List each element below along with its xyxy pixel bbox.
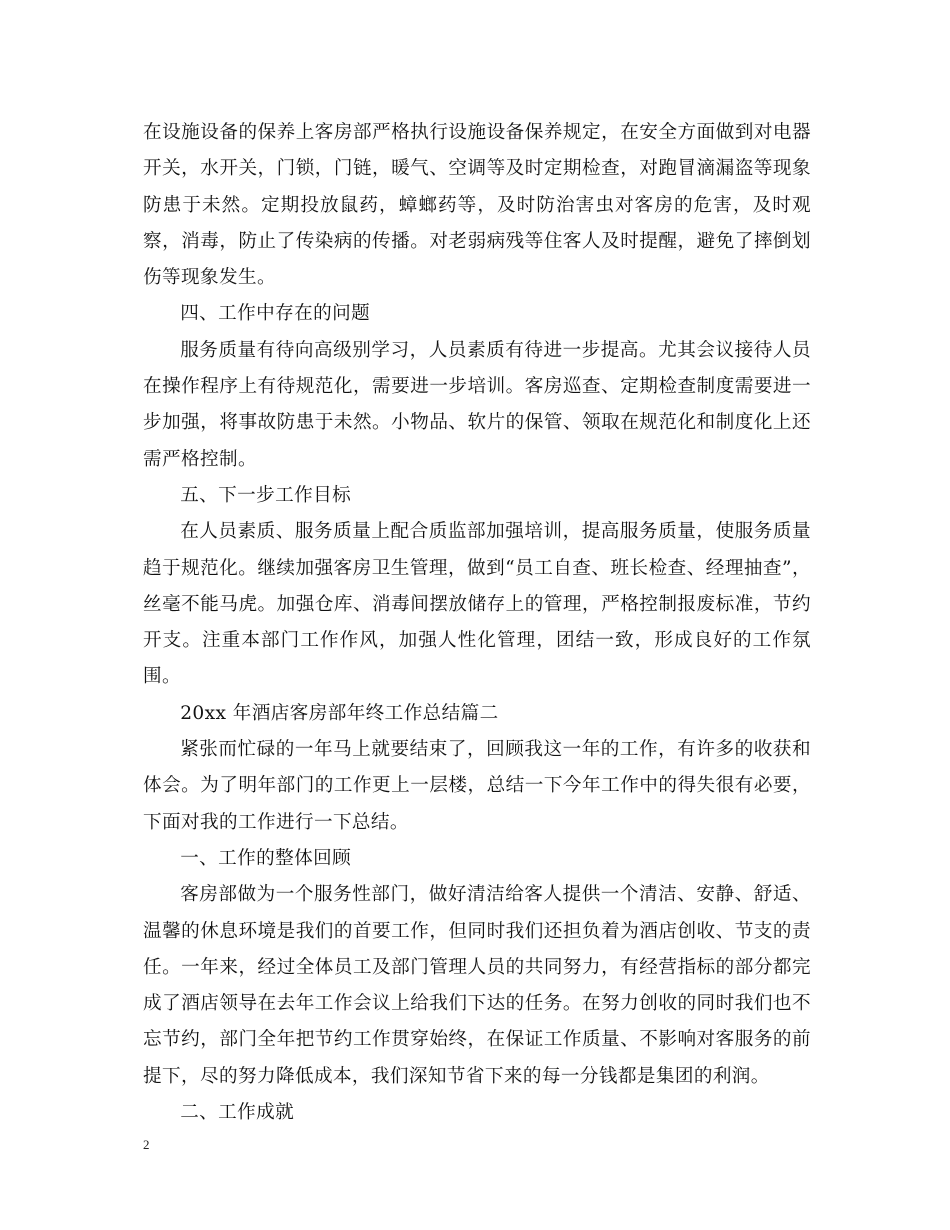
section-heading-overall-review: 一、工作的整体回顾: [180, 847, 352, 869]
article-title-part-two: 20xx 年酒店客房部年终工作总结篇二: [180, 702, 499, 724]
paragraph-overall-review: 客房部做为一个服务性部门，做好清洁给客人提供一个清洁、安静、舒适、温馨的休息环境是我们的首要工作，但同时我们还担负着为酒店创收、节支的责任。一年来，经过全体员工及部门管理人员的共同努力，有经营指标的部分都完成了酒店领导在去年工作会议上给我们下达的任务。在努力创收的同时我们也不忘节约，部门全年把节约工作贯穿始终，在保证工作质量、不影响对客服务的前提下，尽的努力降低成本，我们深知节省下来的每一分钱都是集团的利润。: [143, 884, 811, 1087]
section-heading-next-goals: 五、下一步工作目标: [180, 484, 352, 506]
page-number: 2: [143, 1137, 150, 1152]
paragraph-next-goals: 在人员素质、服务质量上配合质监部加强培训，提高服务质量，使服务质量趋于规范化。继续加强客房卫生管理，做到“员工自查、班长检查、经理抽查”，丝毫不能马虎。加强仓库、消毒间摆放储存上的管理，严格控制报废标准，节约开支。注重本部门工作作风，加强人性化管理，团结一致，形成良好的工作氛围。: [143, 521, 811, 688]
section-heading-problems: 四、工作中存在的问题: [180, 303, 371, 325]
document-body: [143, 115, 811, 1131]
paragraph-facility-maintenance: 在设施设备的保养上客房部严格执行设施设备保养规定，在安全方面做到对电器开关，水开关，门锁，门链，暖气、空调等及时定期检查，对跑冒滴漏盗等现象防患于未然。定期投放鼠药，蟑螂药等，及时防治害虫对客房的危害，及时观察，消毒，防止了传染病的传播。对老弱病残等住客人及时提醒，避免了摔倒划伤等现象发生。: [143, 122, 811, 289]
paragraph-problems: 服务质量有待向高级别学习，人员素质有待进一步提高。尤其会议接待人员在操作程序上有待规范化，需要进一步培训。客房巡查、定期检查制度需要进一步加强，将事故防患于未然。小物品、软片的保管、领取在规范化和制度化上还需严格控制。: [143, 339, 811, 470]
section-heading-achievements: 二、工作成就: [180, 1102, 295, 1124]
paragraph-introduction: 紧张而忙碌的一年马上就要结束了，回顾我这一年的工作，有许多的收获和体会。为了明年部门的工作更上一层楼，总结一下今年工作中的得失很有必要，下面对我的工作进行一下总结。: [143, 739, 811, 833]
